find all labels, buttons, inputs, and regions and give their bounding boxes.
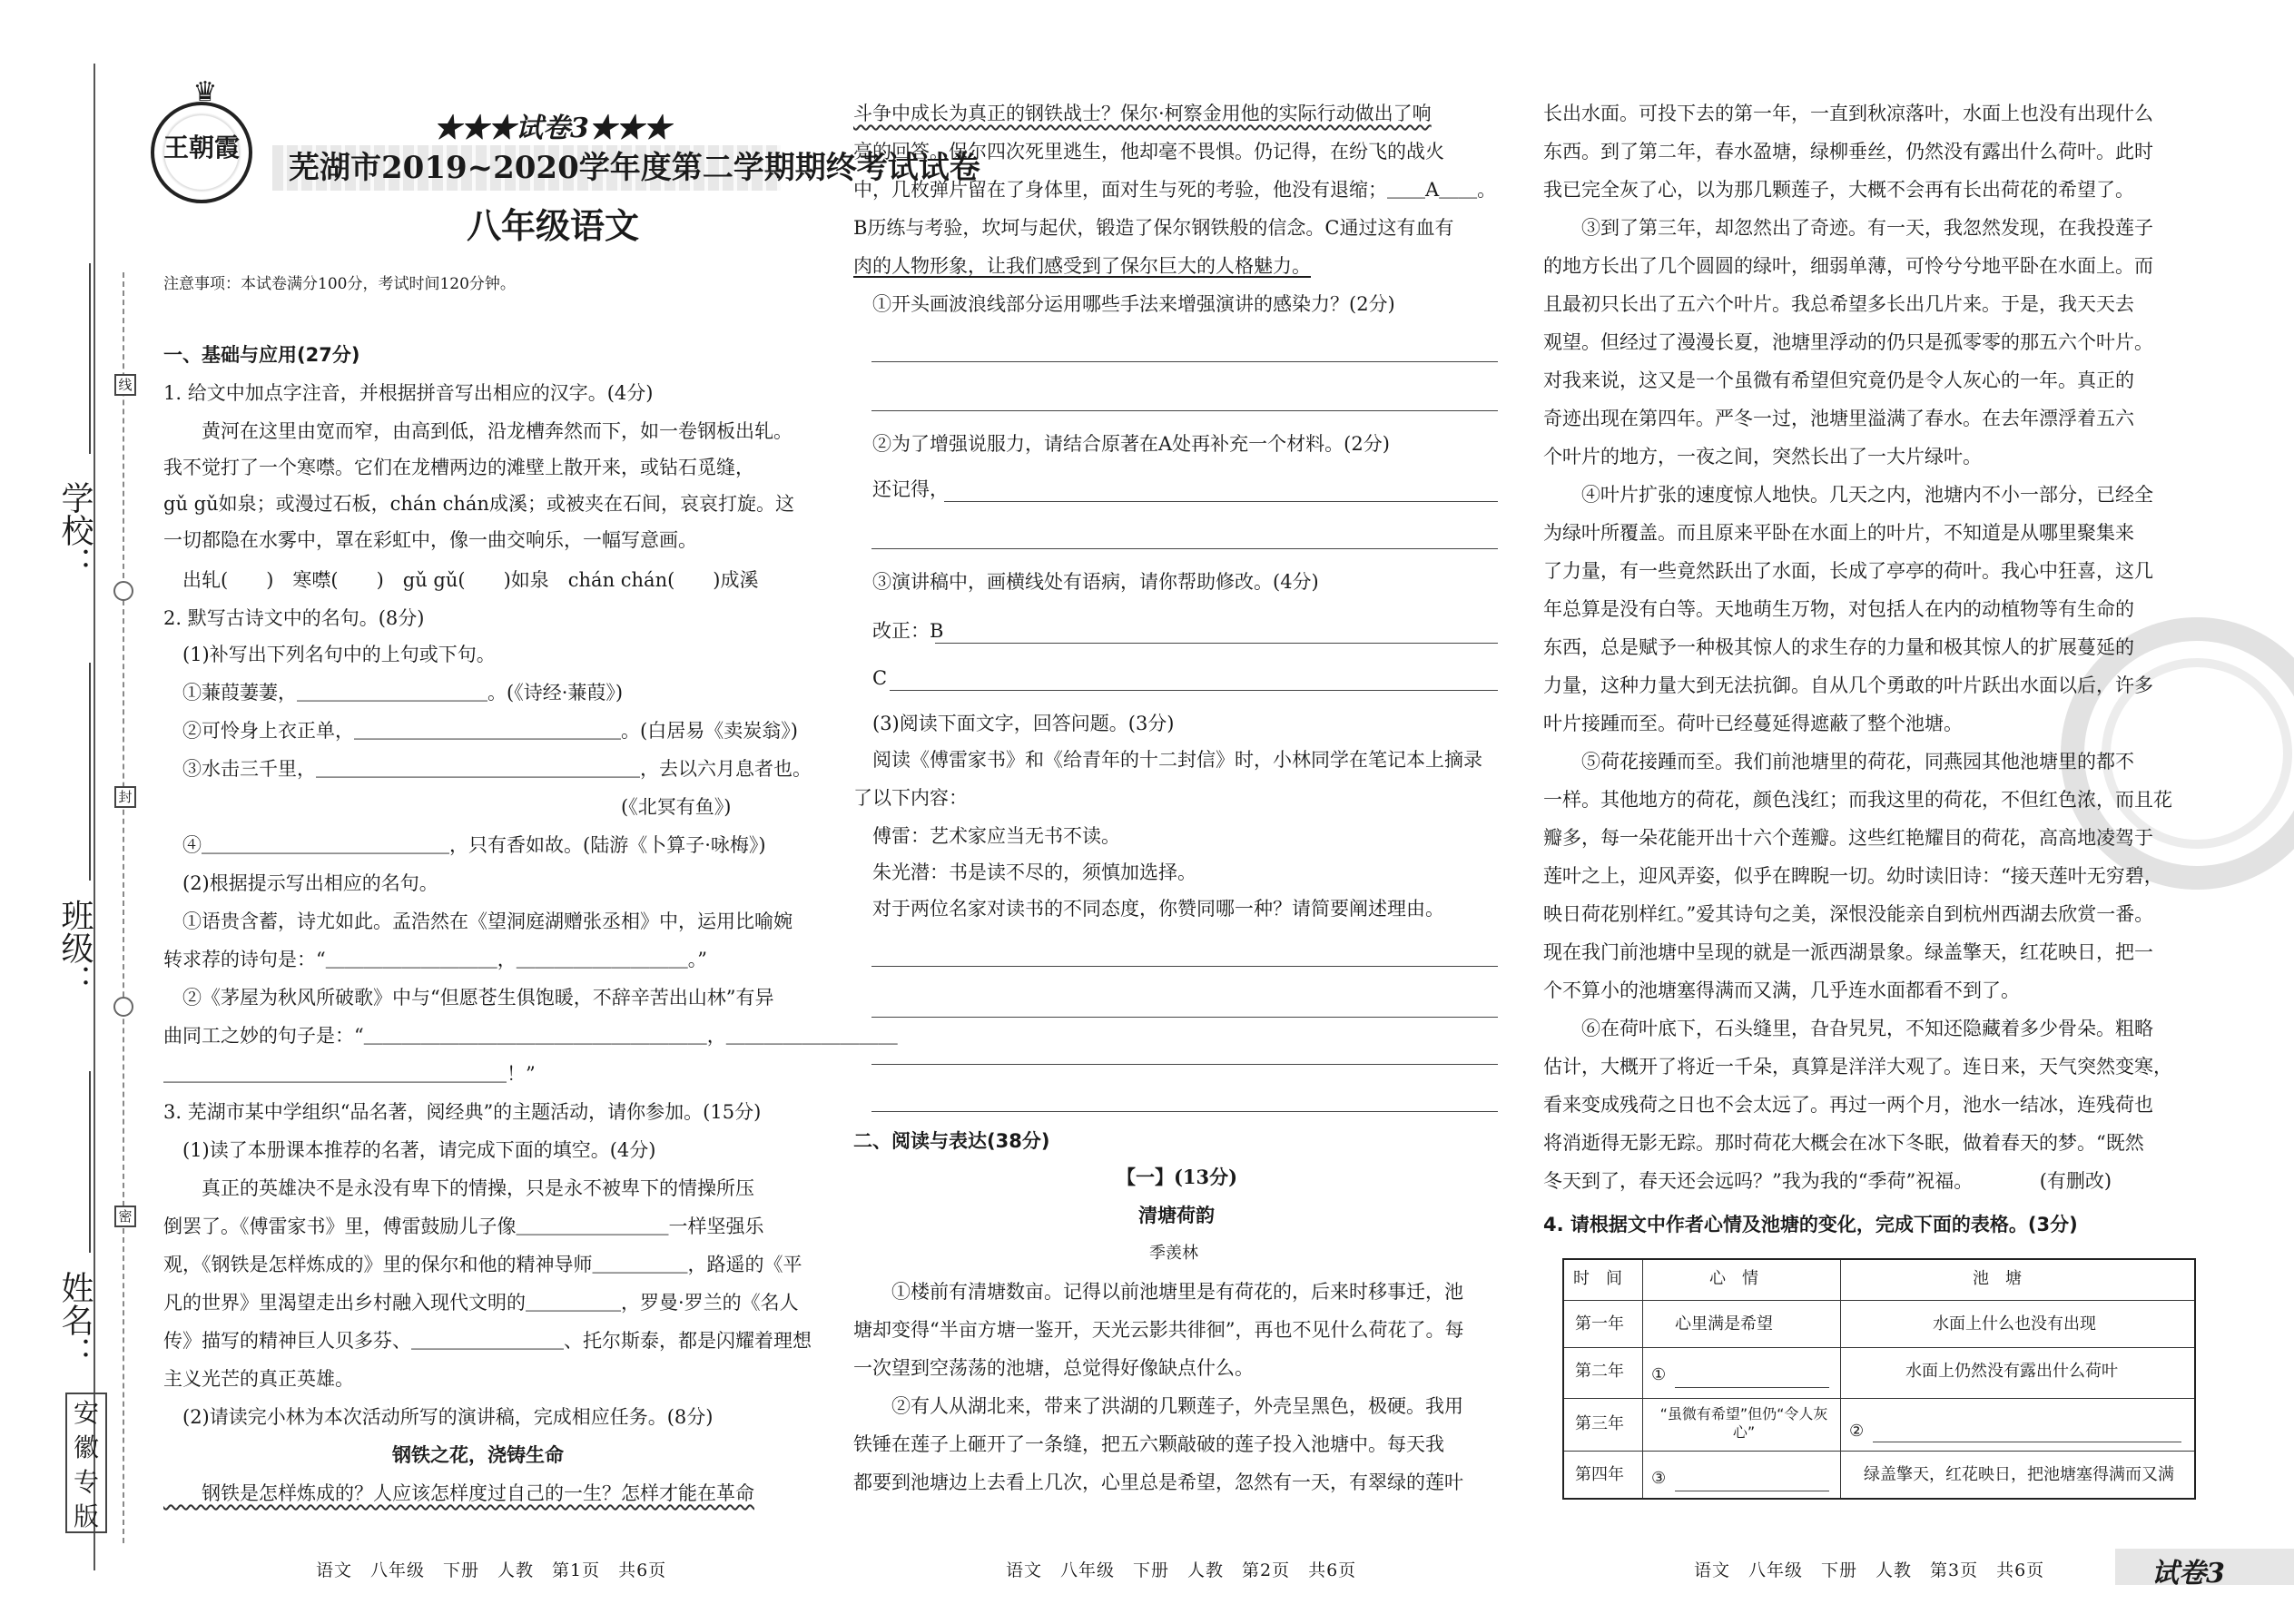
text-line: 阅读《傅雷家书》和《给青年的十二封信》时，小林同学在笔记本上摘录 [853,749,1482,771]
text-line: (3)阅读下面文字，回答问题。(3分) [853,713,1175,734]
region-char: 专 [73,1467,99,1497]
text-line: 对我来说，这又是一个虽微有希望但究竟仍是令人灰心的一年。真正的 [1543,369,2134,391]
text-line: 主义光芒的真正英雄。 [163,1368,354,1390]
text-line: 瓣多，每一朵花能开出十六个莲瓣。这些红艳耀目的荷花，高高地凌驾于 [1543,827,2153,849]
page-footer: 语文 八年级 下册 人教 第3页 共6页 [1694,1560,2045,1580]
text-line: 我不觉打了一个寒噤。它们在龙槽两边的滩壁上散开来，或钻石觅缝， [163,457,754,478]
text-line: 【一】(13分) [1117,1166,1238,1188]
crown-icon: ♛ [192,76,218,108]
name-field[interactable] [89,1071,91,1253]
text-line: ⑤荷花接踵而至。我们前池塘里的荷花，同燕园其他池塘里的都不 [1543,751,2134,773]
text-line: 估计，大概开了将近一千朵，真算是洋洋大观了。连日来，天气突然变寒， [1543,1056,2172,1078]
text-line: 二、阅读与表达(38分) [853,1130,1050,1152]
text-line: 为绿叶所覆盖。而且原来平卧在水面上的叶片，不知道是从哪里聚集来 [1543,522,2134,544]
table-header: 池 塘 [1973,1269,2022,1288]
region-char: 版 [73,1501,99,1531]
text-line: 中，几枚弹片留在了身体里，面对生与死的考验，他没有退缩；＿＿A＿＿。 [853,179,1497,201]
text-line: 季羡林 [1149,1244,1198,1263]
answer-line[interactable] [871,361,1498,362]
seal-mark-feng: 封 [114,786,136,808]
subject-title: 八年级语文 [467,205,640,246]
text-line: 傅雷：艺术家应当无书不读。 [853,825,1120,847]
text-line: 叶片接踵而至。荷叶已经蔓延得遮蔽了整个池塘。 [1543,713,1963,734]
page-footer: 语文 八年级 下册 人教 第2页 共6页 [1006,1560,1357,1580]
text-line: 3. 芜湖市某中学组织“品名著，阅经典”的主题活动，请你参加。(15分) [163,1101,762,1123]
table-cell-time: 第四年 [1575,1465,1624,1484]
answer-line[interactable] [871,966,1498,967]
text-line: 奇迹出现在第四年。严冬一过，池塘里溢满了春水。在去年漂浮着五六 [1543,408,2134,429]
page-footer: 语文 八年级 下册 人教 第1页 共6页 [316,1560,667,1580]
table-cell-pond: ② [1849,1422,1865,1441]
table-header: 时 间 [1573,1269,1622,1288]
text-line: 肉的人物形象，让我们感受到了保尔巨大的人格魅力。 [853,255,1311,277]
text-line: 对于两位名家对读书的不同态度，你赞同哪一种？请简要阐述理由。 [853,898,1444,920]
text-line: ②可怜身上衣正单，＿＿＿＿＿＿＿＿＿＿＿＿＿＿。(白居易《卖炭翁》) [163,720,798,742]
text-line: 一切都隐在水雾中，罩在彩虹中，像一曲交响乐，一幅写意画。 [163,529,697,551]
table-cell-mood: “虽微有希望”但仍“令人灰心” [1659,1405,1828,1441]
text-line: 力量，这种力量大到无法抗御。自从几个勇敢的叶片跃出水面以后，许多 [1543,674,2153,696]
region-char: 安 [73,1398,99,1428]
text-line: 一、基础与应用(27分) [163,344,360,366]
table-cell-pond: 水面上仍然没有露出什么荷叶 [1905,1362,2118,1381]
text-line: 斗争中成长为真正的钢铁战士？保尔·柯察金用他的实际行动做出了响 [853,103,1432,124]
name-label: 姓名： [56,1271,94,1369]
text-line: 转求荐的诗句是：“＿＿＿＿＿＿＿＿＿，＿＿＿＿＿＿＿＿＿。” [163,949,707,970]
text-line: ＿＿＿＿＿＿＿＿＿＿＿＿＿＿＿＿＿＿！” [163,1063,536,1085]
binding-hole [113,997,133,1017]
text-line: 看来变成残荷之日也不会太远了。再过一两个月，池水一结冰，连残荷也 [1543,1094,2153,1116]
brand-logo [151,76,252,203]
text-line: 塘却变得“半亩方塘一鉴开，天光云影共徘徊”，再也不见什么荷花了。每 [853,1319,1464,1341]
text-line: 清塘荷韵 [1138,1205,1215,1226]
text-line: 都要到池塘边上去看上几次，心里总是希望，忽然有一天，有翠绿的莲叶 [853,1471,1463,1493]
text-line: 观，《钢铁是怎样炼成的》里的保尔和他的精神导师＿＿＿＿＿，路遥的《平 [163,1254,802,1275]
table-header: 心 情 [1709,1269,1758,1288]
seal-mark-mi: 密 [114,1206,136,1227]
table-cell-pond: 绿盖擎天，红花映日，把池塘塞得满而又满 [1864,1465,2174,1484]
text-line: ③水击三千里，＿＿＿＿＿＿＿＿＿＿＿＿＿＿＿＿＿，去以六月息者也。 [163,758,812,780]
paper-number: ★★★试卷3★★★ [434,113,671,144]
text-line: 亮的回答。保尔四次死里逃生，他却毫不畏惧。仍记得，在纷飞的战火 [853,141,1444,162]
region-char: 徽 [73,1432,99,1462]
text-line: 莲叶之上，迎风弄姿，似乎在睥睨一切。幼时读旧诗：“接天莲叶无穷碧， [1543,865,2163,887]
table-cell-time: 第三年 [1575,1414,1624,1433]
logo-text: 王朝霞 [162,133,240,162]
text-line: 1. 给文中加点字注音，并根据拼音写出相应的汉字。(4分) [163,382,654,404]
answer-line[interactable] [944,501,1498,502]
region-badge [65,1393,107,1533]
text-line: ④叶片扩张的速度惊人地快。几天之内，池塘内不小一部分，已经全 [1543,484,2153,506]
text-line: C [853,667,888,689]
text-line: 个叶片的地方，一夜之间，突然长出了一大片绿叶。 [1543,446,1982,468]
exam-title: 芜湖市2019~2020学年度第二学期期终考试试卷 [289,150,980,186]
text-line: 倒罢了。《傅雷家书》里，傅雷鼓励儿子像＿＿＿＿＿＿＿＿一样坚强乐 [163,1216,764,1237]
mood-pond-table [1562,1258,2196,1500]
table-cell-mood: ① [1651,1365,1667,1384]
text-line: B历练与考验，坎坷与起伏，锻造了保尔钢铁般的信念。C通过这有血有 [853,217,1454,239]
class-field[interactable] [89,663,91,881]
text-line: 2. 默写古诗文中的名句。(8分) [163,607,425,629]
text-line: 改正：B [853,620,944,642]
answer-line[interactable] [871,1064,1498,1065]
text-line: 钢铁之花，浇铸生命 [163,1444,564,1466]
text-line: ③演讲稿中，画横线处有语病，请你帮助修改。(4分) [853,571,1319,593]
text-line: 现在我门前池塘中呈现的就是一派西湖景象。绿盖擎天，红花映日，把一 [1543,941,2153,963]
answer-blank-1[interactable] [1675,1387,1829,1388]
text-line: ①蒹葭萋萋，＿＿＿＿＿＿＿＿＿＿。(《诗经·蒹葭》) [163,682,624,704]
binding-hole [113,581,133,601]
text-line: ③到了第三年，却忽然出了奇迹。有一天，我忽然发现，在我投莲子 [1543,217,2153,239]
text-line: (《北冥有鱼》) [163,796,732,818]
table-cell-time: 第二年 [1575,1362,1624,1381]
text-line: 的地方长出了几个圆圆的绿叶，细弱单薄，可怜兮兮地平卧在水面上。而 [1543,255,2153,277]
text-line: 将消逝得无影无踪。那时荷花大概会在冰下冬眠，做着春天的梦。“既然 [1543,1132,2144,1154]
text-line: 朱光潜：书是读不尽的，须慎加选择。 [853,861,1196,883]
text-line: ⑥在荷叶底下，石头缝里，旮旮旯旯，不知还隐藏着多少骨朵。粗略 [1543,1018,2153,1039]
text-line: 4. 请根据文中作者心情及池塘的变化，完成下面的表格。(3分) [1543,1214,2078,1235]
class-label: 班级： [56,899,94,997]
text-line: 钢铁是怎样炼成的？人应该怎样度过自己的一生？怎样才能在革命 [163,1482,754,1504]
text-line: 了力量，有一些竟然跃出了水面，长成了亭亭的荷叶。我心中狂喜，这几 [1543,560,2153,582]
text-line: 注意事项：本试卷满分100分，考试时间120分钟。 [163,275,516,293]
corner-paper-number: 试卷3 [2151,1558,2225,1590]
cut-line [123,272,124,1543]
text-line: 一样。其他地方的荷花，颜色浅红；而我这里的荷花，不但红色浓，而且花 [1543,789,2172,811]
text-line: ④＿＿＿＿＿＿＿＿＿＿＿＿＿，只有香如故。(陆游《卜算子·咏梅》) [163,834,766,856]
text-line: 一次望到空荡荡的池塘，总觉得好像缺点什么。 [853,1357,1254,1379]
text-line: ①楼前有清塘数亩。记得以前池塘里是有荷花的，后来时移事迁，池 [853,1281,1463,1303]
text-line: 出轧( ) 寒噤( ) gǔ gǔ( )如泉 chán chán( )成溪 [163,569,759,591]
text-line: 传》描写的精神巨人贝多芬、＿＿＿＿＿＿＿＿、托尔斯泰，都是闪耀着理想 [163,1330,812,1352]
text-line: 个不算小的池塘塞得满而又满，几乎连水面都看不到了。 [1543,979,2020,1001]
table-cell-mood: 心里满是希望 [1675,1314,1773,1334]
text-line: 凡的世界》里渴望走出乡村融入现代文明的＿＿＿＿＿，罗曼·罗兰的《名人 [163,1292,799,1314]
text-line: 年总算是没有白等。天地萌生万物，对包括人在内的动植物等有生命的 [1543,598,2134,620]
school-field[interactable] [89,263,91,454]
text-line: (2)请读完小林为本次活动所写的演讲稿，完成相应任务。(8分) [163,1406,714,1428]
table-cell-pond: 水面上什么也没有出现 [1933,1314,2096,1334]
text-line: 观望。但经过了漫漫长夏，池塘里浮动的仍只是孤零零的那五六个叶片。 [1543,331,2153,353]
text-line: 长出水面。可投下去的第一年，一直到秋凉落叶，水面上也没有出现什么 [1543,103,2153,124]
text-line: ②《茅屋为秋风所破歌》中与“但愿苍生俱饱暖，不辞辛苦出山林”有异 [163,987,774,1009]
text-line: 东西。到了第二年，春水盈塘，绿柳垂丝，仍然没有露出什么荷叶。此时 [1543,141,2153,162]
text-line: ②有人从湖北来，带来了洪湖的几颗莲子，外壳呈黑色，极硬。我用 [853,1395,1463,1417]
text-line: gǔ gǔ如泉；或漫过石板，chán chán成溪；或被夹在石间，哀哀打旋。这 [163,493,794,515]
answer-line[interactable] [871,410,1498,411]
text-line: 还记得， [853,478,949,500]
text-line: ①开头画波浪线部分运用哪些手法来增强演讲的感染力？(2分) [853,293,1395,315]
text-line: 了以下内容： [853,787,968,809]
seal-mark-xian: 线 [114,374,136,396]
text-line: (1)读了本册课本推荐的名著，请完成下面的填空。(4分) [163,1139,656,1161]
text-line: ①语贵含蓄，诗尤如此。孟浩然在《望洞庭湖赠张丞相》中，运用比喻婉 [163,910,793,932]
text-line: 黄河在这里由宽而窄，由高到低，沿龙槽奔然而下，如一卷钢板出轧。 [163,420,793,442]
school-label: 学校： [56,481,94,579]
text-line: 我已完全灰了心，以为那几颗莲子，大概不会再有长出荷花的希望了。 [1543,179,2134,201]
text-line: 曲同工之妙的句子是：“＿＿＿＿＿＿＿＿＿＿＿＿＿＿＿＿＿＿，＿＿＿＿＿＿＿＿＿ [163,1025,898,1047]
table-cell-mood: ③ [1651,1469,1667,1488]
answer-line[interactable] [935,643,1498,644]
text-line: 铁锤在莲子上砸开了一条缝，把五六颗敲破的莲子投入池塘中。每天我 [853,1433,1444,1455]
text-line: 且最初只长出了五六个叶片。我总希望多长出几片来。于是，我天天去 [1543,293,2134,315]
answer-line[interactable] [871,1017,1498,1018]
binding-border [94,64,95,1570]
answer-line[interactable] [871,1111,1498,1112]
text-line: 真正的英雄决不是永没有卑下的情操，只是永不被卑下的情操所压 [163,1177,754,1199]
table-cell-time: 第一年 [1575,1314,1624,1334]
text-line: 东西，总是赋予一种极其惊人的求生存的力量和极其惊人的扩展蔓延的 [1543,636,2134,658]
text-line: (2)根据提示写出相应的名句。 [163,872,438,894]
answer-line[interactable] [871,548,1498,549]
text-line: (1)补写出下列名句中的上句或下句。 [163,644,496,665]
text-line: ②为了增强说服力，请结合原著在A处再补充一个材料。(2分) [853,433,1390,455]
text-line: 映日荷花别样红。”爱其诗句之美，深恨没能亲自到杭州西湖去欣赏一番。 [1543,903,2154,925]
answer-line[interactable] [890,690,1498,691]
text-line: 冬天到了，春天还会远吗？”我为我的“季荷”祝福。 (有删改) [1543,1170,2112,1192]
